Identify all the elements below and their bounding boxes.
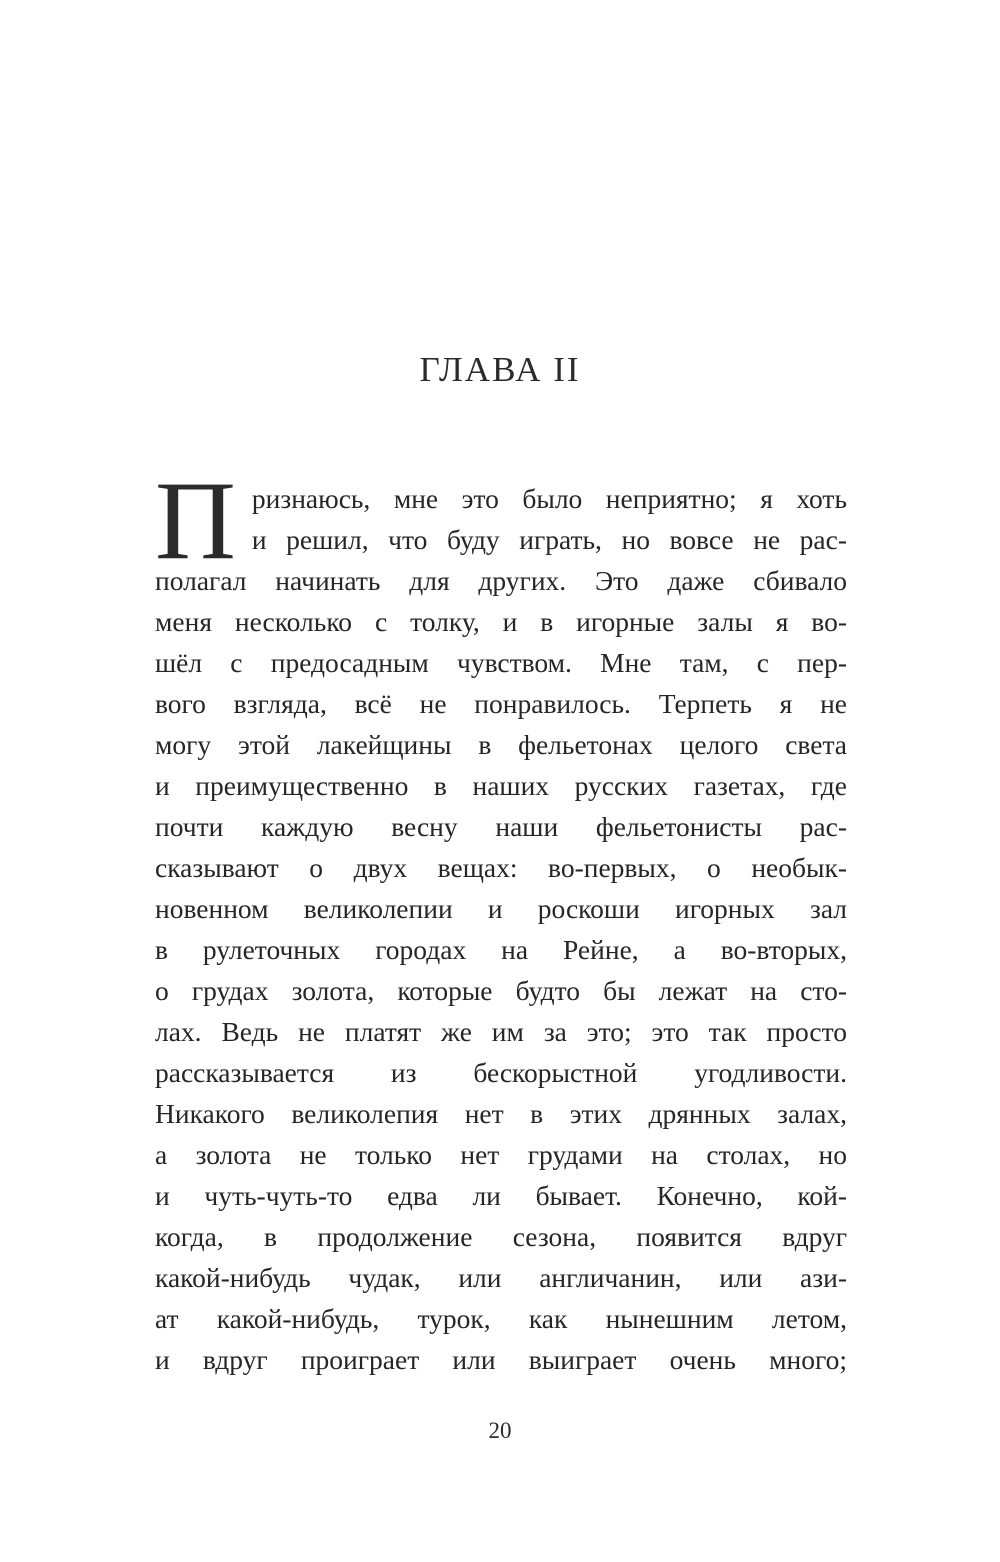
text-line: ат какой-нибудь, турок, как нынешним летом,: [155, 1303, 847, 1334]
text-line: Никакого великолепия нет в этих дрянных залах,: [155, 1098, 847, 1129]
text-line: лах. Ведь не платят же им за это; это так просто: [155, 1016, 847, 1047]
text-line: и чуть-чуть-то едва ли бывает. Конечно, кой-: [155, 1180, 847, 1211]
text-line: почти каждую весну наши фельетонисты рас-: [155, 811, 847, 842]
drop-cap: П: [155, 459, 236, 583]
text-line: меня несколько с толку, и в игорные залы я во-: [155, 606, 847, 637]
text-line: сказывают о двух вещах: во-первых, о необык-: [155, 852, 847, 883]
text-line: ризнаюсь, мне это было неприятно; я хоть: [251, 483, 847, 514]
page-number: 20: [488, 1418, 512, 1443]
text-line: а золота не только нет грудами на столах, но: [155, 1139, 847, 1170]
text-line: и решил, что буду играть, но вовсе не рас-: [251, 524, 847, 555]
text-line: шёл с предосадным чувством. Мне там, с пер-: [155, 647, 847, 678]
body-lines: [155, 459, 847, 1380]
text-line: полагал начинать для других. Это даже сбивало: [155, 565, 847, 596]
chapter-title: ГЛАВА II: [419, 350, 581, 389]
text-line: о грудах золота, которые будто бы лежат на сто-: [155, 975, 847, 1006]
text-line: вого взгляда, всё не понравилось. Терпеть я не: [155, 688, 847, 719]
text-line: могу этой лакейщины в фельетонах целого света: [155, 729, 847, 760]
text-line: когда, в продолжение сезона, появится вдруг: [155, 1221, 847, 1252]
body-paragraph: [155, 459, 847, 1380]
text-line: в рулеточных городах на Рейне, а во-вторых,: [155, 934, 847, 965]
text-line: и вдруг проиграет или выиграет очень много;: [155, 1344, 847, 1375]
text-line: и преимущественно в наших русских газетах, где: [155, 770, 847, 801]
text-line: рассказывается из бескорыстной угодливости.: [155, 1057, 847, 1088]
text-line: новенном великолепии и роскоши игорных зал: [155, 893, 847, 924]
text-line: какой-нибудь чудак, или англичанин, или ази-: [155, 1262, 847, 1293]
